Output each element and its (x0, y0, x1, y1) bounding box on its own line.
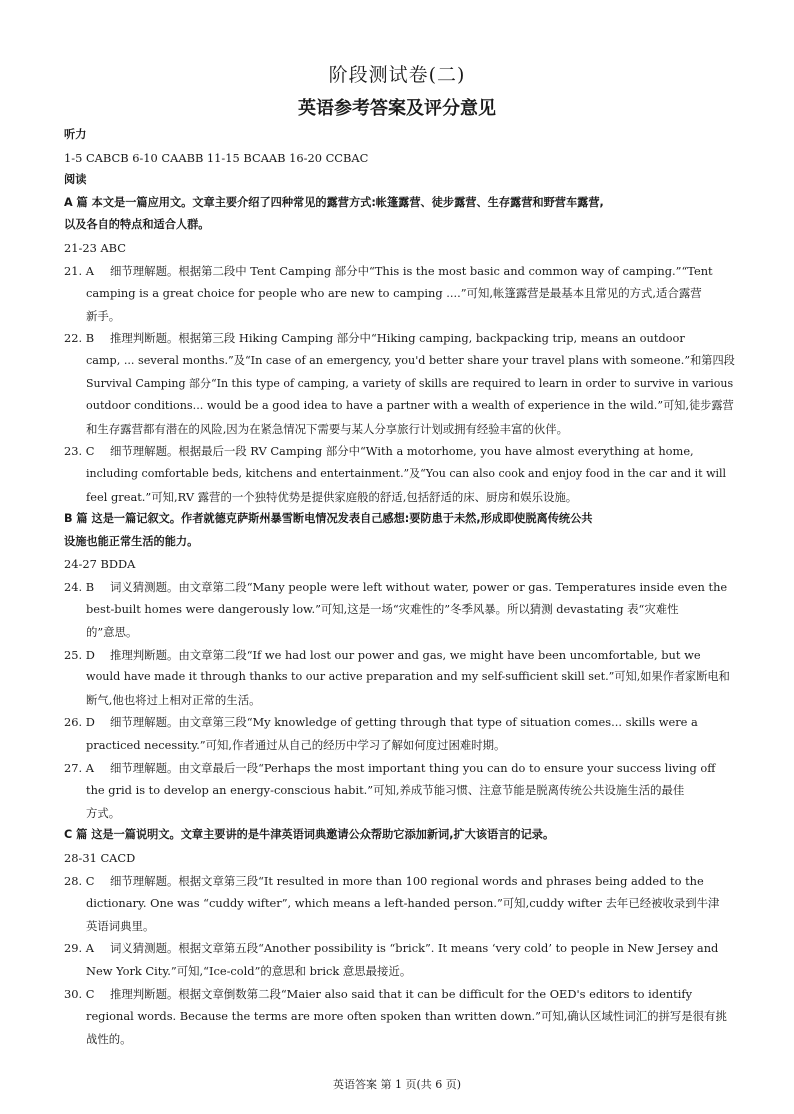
explanation-text: 推理判断题。根据文章倒数第二段“Maier also said that it can be difficult for the OED's editors to identify (110, 986, 693, 1001)
section-b-summary: B 篇 这是一篇记叙文。作者就德克萨斯州暴雪断电情况发表自己感想:要防患于未然,形成即使脱离传统公共 (64, 512, 593, 526)
explanation-line: 断气,他也将过上相对正常的生活。 (86, 692, 261, 707)
explanation-line: including comfortable beds, kitchens and entertainment.”及“You can also cook and enjoy food in the car and it will (86, 466, 727, 480)
reading-heading: 阅读 (64, 173, 87, 187)
question-28 (64, 870, 734, 893)
explanation-line: 英语词典里。 (86, 918, 155, 933)
section-c-answers: 28-31 CACD (64, 851, 136, 865)
explanation-text: 细节理解题。根据第二段中 Tent Camping 部分中“This is the most basic and common way of camping.”“Tent (110, 263, 713, 278)
explanation-line: Survival Camping 部分“In this type of camping, a variety of skills are required to learn in order to survive in various (86, 376, 734, 390)
section-c-summary: C 篇 这是一篇说明文。文章主要讲的是牛津英语词典邀请公众帮助它添加新词,扩大该语言的记录。 (64, 828, 555, 842)
explanation-line: outdoor conditions... would be a good idea to have a partner with a wealth of experience in the wild.”可知,徒步露营 (86, 399, 734, 413)
explanation-text: 推理判断题。由文章第二段“If we had lost our power and gas, we might have been uncomfortable, but we (110, 647, 701, 662)
section-a-answers: 21-23 ABC (64, 240, 126, 255)
question-number: 22. B (64, 331, 95, 346)
explanation-line: regional words. Because the terms are more often spoken than written down.”可知,确认区域性词汇的拼写是很有挑 (86, 1009, 727, 1024)
question-23 (64, 440, 734, 463)
explanation-line: feel great.”可知,RV 露营的一个独特优势是提供家庭般的舒适,包括舒适的床、厨房和娱乐设施。 (86, 489, 578, 504)
explanation-line: best-built homes were dangerously low.”可知,这是一场“灾难性的”冬季风暴。所以猜测 devastating 表“灾难性 (86, 602, 679, 617)
section-a-summary: A 篇 本文是一篇应用文。文章主要介绍了四种常见的露营方式:帐篷露营、徒步露营、生存露营和野营车露营, (64, 195, 604, 209)
page-subtitle: 英语参考答案及评分意见 (298, 98, 496, 119)
explanation-text: 细节理解题。由文章第三段“My knowledge of getting through that type of situation comes... skills were a (110, 715, 698, 730)
explanation-text: 细节理解题。根据文章第三段“It resulted in more than 100 regional words and phrases being added to the (110, 873, 704, 888)
question-number: 21. A (64, 263, 94, 278)
explanation-text: 词义猜测题。由文章第二段“Many people were left without water, power or gas. Temperatures inside even the (110, 579, 728, 594)
explanation-line: camp, ... several months.”及“In case of an emergency, you'd better share your travel plans with someone.”和第四段 (86, 353, 735, 367)
explanation-line: camping is a great choice for people who are new to camping ....”可知,帐篷露营是最基本且常见的方式,适合露营 (86, 286, 702, 301)
question-30 (64, 983, 734, 1006)
question-22 (64, 327, 734, 350)
explanation-line: 战性的。 (86, 1031, 132, 1046)
explanation-line: practiced necessity.”可知,作者通过从自己的经历中学习了解如何度过困难时期。 (86, 738, 506, 753)
explanation-line: 和生存露营都有潜在的风险,因为在紧急情况下需要与某人分享旅行计划或拥有经验丰富的伙伴。 (86, 421, 569, 436)
question-number: 24. B (64, 579, 95, 594)
question-number: 27. A (64, 760, 94, 775)
section-b-answers: 24-27 BDDA (64, 557, 136, 572)
question-24 (64, 576, 734, 599)
explanation-line: 的”意思。 (86, 625, 138, 640)
question-26 (64, 711, 734, 734)
explanation-line: dictionary. One was “cuddy wifter”, which means a left-handed person.”可知,cuddy wifter 去年已经被收录到牛津 (86, 896, 720, 911)
listening-answers: 1-5 CABCB 6-10 CAABB 11-15 BCAAB 16-20 CCBAC (64, 150, 369, 165)
question-27 (64, 757, 734, 780)
explanation-text: 细节理解题。由文章最后一段“Perhaps the most important thing you can do to ensure your success living off (110, 760, 716, 775)
page-title: 阶段测试卷(二) (328, 64, 466, 86)
question-number: 30. C (64, 986, 95, 1001)
question-25 (64, 644, 734, 667)
section-a-summary-cont: 以及各自的特点和适合人群。 (64, 218, 210, 232)
explanation-text: 词义猜测题。根据文章第五段“Another possibility is “brick”. It means ‘very cold’ to people in New Jersey and (110, 941, 719, 956)
section-b-summary-cont: 设施也能正常生活的能力。 (64, 534, 199, 548)
question-21 (64, 260, 734, 283)
explanation-text: 推理判断题。根据第三段 Hiking Camping 部分中“Hiking camping, backpacking trip, means an outdoor (110, 331, 685, 346)
explanation-line: New York City.”可知,“Ice-cold”的意思和 brick 意思最接近。 (86, 963, 412, 978)
explanation-line: 方式。 (86, 805, 121, 820)
question-number: 26. D (64, 715, 95, 730)
question-number: 25. D (64, 647, 95, 662)
explanation-line: the grid is to develop an energy-conscious habit.”可知,养成节能习惯、注意节能是脱离传统公共设施生活的最佳 (86, 783, 685, 798)
explanation-line: 新手。 (86, 308, 121, 323)
page-footer: 英语答案 第 1 页(共 6 页) (332, 1078, 462, 1091)
explanation-text: 细节理解题。根据最后一段 RV Camping 部分中“With a motorhome, you have almost everything at home, (110, 444, 694, 459)
answer-content (64, 124, 734, 1050)
explanation-line: would have made it through thanks to our active preparation and my self-sufficient skill set.”可知,如果作者家断电和 (86, 670, 730, 684)
question-number: 29. A (64, 941, 94, 956)
question-number: 28. C (64, 873, 95, 888)
question-number: 23. C (64, 444, 95, 459)
question-29 (64, 937, 734, 960)
listening-heading: 听力 (64, 128, 87, 141)
